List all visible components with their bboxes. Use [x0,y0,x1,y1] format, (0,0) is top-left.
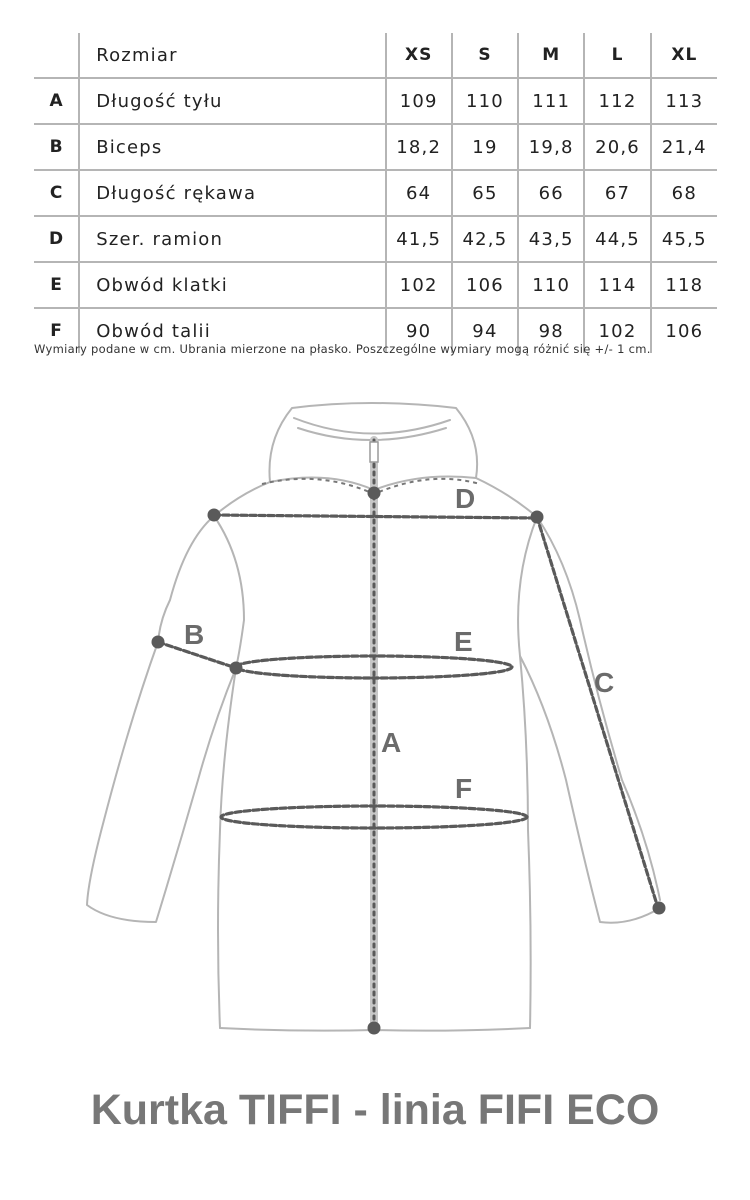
table-cell: 67 [584,170,650,216]
table-cell: 112 [584,78,650,124]
table-cell: 90 [386,308,452,353]
table-row [34,170,717,216]
table-row [34,262,717,308]
size-header-xs: XS [386,33,452,78]
table-cell: 19,8 [518,124,584,170]
label-d: D [455,483,476,514]
table-cell: 43,5 [518,216,584,262]
label-c: C [594,667,615,698]
table-cell: 42,5 [452,216,518,262]
table-cell: 64 [386,170,452,216]
table-cell: 68 [651,170,717,216]
table-header-row [34,33,717,78]
table-cell: 65 [452,170,518,216]
table-cell: 102 [584,308,650,353]
row-label: Obwód talii [79,308,385,353]
label-b: B [184,619,205,650]
measure-line-d [214,515,537,518]
table-cell: 66 [518,170,584,216]
table-cell: 94 [452,308,518,353]
measure-point-b-left [152,636,165,649]
size-header-s: S [452,33,518,78]
zipper-pull-icon [370,442,378,462]
table-cell: 109 [386,78,452,124]
table-cell: 98 [518,308,584,353]
row-letter: E [34,262,79,308]
measure-point-c-end [653,902,666,915]
measure-line-c [537,517,658,908]
table-corner-cell [34,33,79,78]
size-header-xl: XL [651,33,717,78]
size-header-l: L [584,33,650,78]
table-cell: 45,5 [651,216,717,262]
label-f: F [455,773,473,804]
row-label: Biceps [79,124,385,170]
jacket-measurement-diagram [0,380,750,1060]
zipper-line [370,440,378,1028]
measure-point-a-bottom [368,1022,381,1035]
table-row [34,124,717,170]
row-letter: D [34,216,79,262]
table-cell: 111 [518,78,584,124]
label-e: E [454,626,473,657]
row-letter: A [34,78,79,124]
size-chart-table [34,33,717,353]
table-cell: 118 [651,262,717,308]
size-header-label: Rozmiar [79,33,385,78]
row-label: Szer. ramion [79,216,385,262]
label-a: A [381,727,402,758]
table-row [34,78,717,124]
row-letter: C [34,170,79,216]
measure-point-a-top [368,487,381,500]
table-cell: 20,6 [584,124,650,170]
table-cell: 110 [452,78,518,124]
table-cell: 113 [651,78,717,124]
row-label: Długość tyłu [79,78,385,124]
row-label: Obwód klatki [79,262,385,308]
row-letter: F [34,308,79,353]
table-cell: 106 [665,320,704,342]
table-cell: 102 [386,262,452,308]
table-cell: 44,5 [584,216,650,262]
table-cell: 21,4 [651,124,717,170]
measure-point-d-right [531,511,544,524]
measurement-note: Wymiary podane w cm. Ubrania mierzone na płasko. Poszczególne wymiary mogą różnić się +/- 1 cm. [34,342,651,356]
measure-point-b-right [230,662,243,675]
size-header-m: M [518,33,584,78]
table-row [34,216,717,262]
row-label: Długość rękawa [79,170,385,216]
product-title: Kurtka TIFFI - linia FIFI ECO [90,1086,660,1134]
table-cell: 106 [452,262,518,308]
table-cell: 19 [452,124,518,170]
table-cell: 18,2 [386,124,452,170]
table-cell: 110 [518,262,584,308]
table-cell: 114 [584,262,650,308]
row-letter: B [34,124,79,170]
measure-point-d-left [208,509,221,522]
table-cell: 41,5 [386,216,452,262]
